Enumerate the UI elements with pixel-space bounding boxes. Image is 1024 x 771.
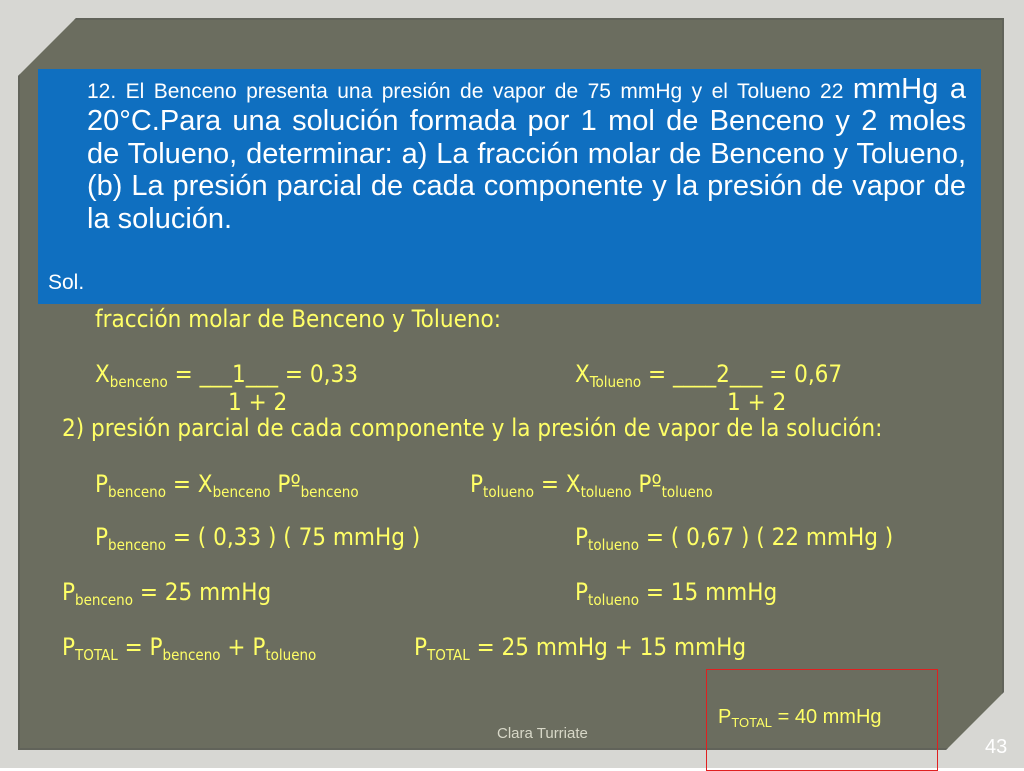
heading-partial-pressure: 2) presión parcial de cada componente y la presión de vapor de la solución: <box>62 414 883 442</box>
result-p-benceno: $P_{benceno} = 25$ mmHg <box>62 578 272 609</box>
final-answer: $P_{TOTAL} = 40$ mmHg <box>718 706 882 730</box>
problem-statement: 12. El Benceno presenta una presión de vapor de 75 mmHg y el Tolueno 22 mmHg a 20°C.Para una solución formada por 1 mol de Benceno y 2 moles de Tolueno, determinar: a) La fracción molar de Benceno y Tolueno, (b) La presión parcial de cada componente y la presión de vapor de la solución. <box>87 73 966 235</box>
total-sum: $P_{TOTAL} = 25$ mmHg + 15 mmHg <box>414 633 747 664</box>
x-tolueno-denominator: 1 + 2 <box>727 388 787 416</box>
formula-p-tolueno: $P_{tolueno} = X_{tolueno}$ Pº$_{tolueno}$ <box>470 470 713 501</box>
formula-p-benceno: $P_{benceno} = X_{benceno}$ Pº$_{benceno}$ <box>95 470 359 501</box>
substitution-p-tolueno: $P_{tolueno}$ = ( 0,67 ) ( 22 mmHg ) <box>575 523 894 554</box>
x-benceno-equation: $X_{benceno}$ = ___1___ = 0,33 <box>95 360 358 391</box>
total-formula: $P_{TOTAL} = P_{benceno} + P_{tolueno}$ <box>62 633 317 664</box>
problem-box <box>38 69 981 304</box>
substitution-p-benceno: $P_{benceno}$ = ( 0,33 ) ( 75 mmHg ) <box>95 523 421 554</box>
sol-label: Sol. <box>48 271 85 294</box>
author-footer: Clara Turriate <box>497 725 588 742</box>
heading-molar-fraction: fracción molar de Benceno y Tolueno: <box>95 305 502 333</box>
result-p-tolueno: $P_{tolueno} = 15$ mmHg <box>575 578 778 609</box>
page-number: 43 <box>985 736 1008 758</box>
x-benceno-denominator: 1 + 2 <box>228 388 288 416</box>
x-tolueno-equation: $X_{Tolueno}$ = ____2___ = 0,67 <box>575 360 843 391</box>
